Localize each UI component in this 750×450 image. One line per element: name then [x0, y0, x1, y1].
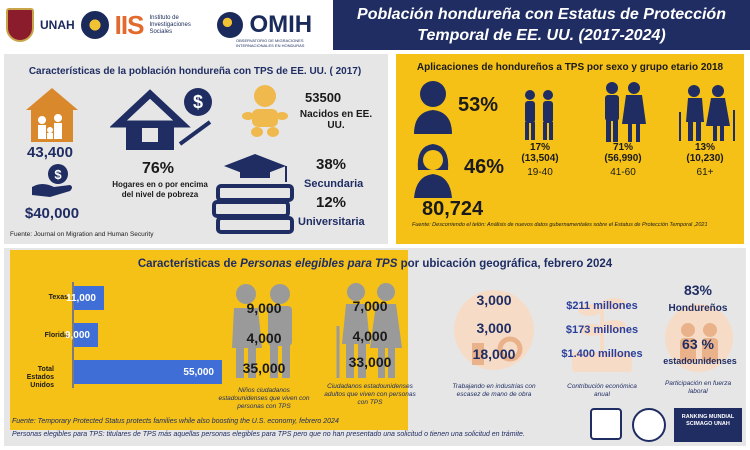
title-line-1: Población hondureña con Estatus de Protección	[357, 6, 726, 23]
section-title-2017: Características de la población hondureña con TPS de EE. UU. ( 2017)	[28, 66, 362, 77]
born-us-text: Nacidos en EE. UU.	[299, 109, 373, 131]
omih-subtitle: OBSERVATORIO DE MIGRACIONES INTERNACIONALES EN HONDURAS	[236, 38, 305, 48]
age-group-61-plus	[670, 142, 740, 178]
bar-label-texas: Texas	[48, 294, 68, 301]
omih-logo-text: OMIH	[249, 11, 313, 38]
scimago-ranking-badge: RANKING MUNDIAL SCIMAGO UNAH	[674, 408, 742, 442]
age-count: (13,504)	[521, 153, 559, 164]
economy-value-2: $173 millones	[565, 324, 639, 336]
title-italic: Personas elegibles para TPS	[240, 258, 398, 270]
labor-caption: Participación en fuerza laboral	[664, 380, 732, 395]
age-range: 61+	[696, 167, 714, 178]
bar-label-total: Total Estados Unidos	[26, 366, 54, 389]
adults-value-2: 4,000	[352, 328, 388, 344]
secondary-label: Secundaria	[304, 178, 364, 190]
bar-value-texas: 11,000	[65, 292, 96, 304]
books-graduation-icon	[210, 150, 300, 240]
labor-label-hondurans: Hondureños	[668, 303, 728, 314]
children-value-1: 9,000	[246, 300, 282, 316]
applications-total: 80,724	[422, 198, 484, 220]
family-house-icon	[22, 84, 82, 144]
bar-label-florida: Florida	[44, 332, 68, 339]
households-value: 43,400	[27, 144, 73, 161]
labor-label-americans: estadounidenses	[663, 356, 737, 366]
age-pct: 71%	[612, 142, 633, 153]
age-count: (10,230)	[686, 153, 724, 164]
economy-caption: Contribución económica anual	[567, 383, 637, 398]
bar-value-total: 55,000	[183, 366, 214, 378]
iis-subtitle: Instituto de Investigaciones Sociales	[149, 14, 191, 35]
ranking-badge-icon	[590, 408, 622, 440]
industries-value-3: 18,000	[472, 346, 516, 362]
source-2024: Fuente: Temporary Protected Status protects families while also boosting the U.S. economy, febrero 2024	[12, 418, 339, 425]
eligible-bar-chart	[14, 280, 224, 390]
bar-total	[74, 360, 222, 384]
age-count: (56,990)	[604, 153, 642, 164]
university-label: Universitaria	[298, 216, 365, 228]
title-line-2: Temporal de EE. UU. (2017-2024)	[417, 27, 666, 44]
industries-value-1: 3,000	[476, 292, 512, 308]
female-icon	[412, 140, 454, 198]
bar-texas	[65, 286, 104, 310]
children-caption: Niños ciudadanos estadounidenses que viven con personas con TPS	[218, 387, 310, 410]
age-group-19-40	[505, 142, 575, 178]
source-2018: Fuente: Descorriendo el telón: Análisis de nuevos datos gubernamentales sobre el Estatus de Protección Temporal ,2021	[412, 222, 708, 228]
title-suffix: por ubicación geográfica, febrero 2024	[397, 258, 613, 270]
age-range: 41-60	[610, 167, 636, 178]
title-prefix: Características de	[137, 258, 241, 270]
poverty-text: Hogares en o por encima del nivel de pobreza	[112, 180, 208, 199]
adults-value-1: 7,000	[352, 298, 388, 314]
bar-value-florida: 9,000	[64, 329, 90, 341]
labor-pct-americans: 63 %	[682, 336, 714, 352]
industries-value-2: 3,000	[476, 320, 512, 336]
university-seal-icon	[81, 11, 109, 39]
middle-aged-icon	[596, 80, 652, 142]
poverty-pct: 76%	[141, 160, 175, 177]
definition-note: Personas elegibles para TPS: titulares de TPS más aquellas personas elegibles para TPS pero que no han presentado una solicitud o tienen una solicitud en trámite.	[12, 431, 525, 438]
university-seal-icon	[632, 408, 666, 442]
male-icon	[412, 78, 454, 134]
page-title	[333, 0, 750, 50]
age-pct: 17%	[529, 142, 550, 153]
bar-florida	[64, 323, 98, 347]
unah-shield-icon	[6, 8, 34, 42]
female-pct: 46%	[464, 156, 505, 178]
adults-value-3: 33,000	[348, 354, 392, 370]
age-range: 19-40	[527, 167, 553, 178]
svg-text:$: $	[54, 167, 62, 182]
unah-logo-text: UNAH	[40, 18, 75, 32]
children-value-2: 4,000	[246, 330, 282, 346]
young-adults-icon	[516, 88, 562, 140]
economy-value-1: $211 millones	[566, 300, 638, 312]
house-growth-icon	[110, 84, 220, 154]
male-pct: 53%	[458, 94, 499, 116]
source-2017: Fuente: Journal on Migration and Human Security	[10, 231, 154, 238]
secondary-pct: 38%	[316, 156, 347, 173]
labor-pct-hondurans: 83%	[683, 282, 713, 298]
globe-icon	[217, 12, 243, 38]
elderly-icon	[676, 84, 736, 142]
section-title-2024	[10, 258, 740, 270]
iis-logo-text: IIS	[114, 9, 144, 40]
children-value-3: 35,000	[242, 360, 286, 376]
svg-text:$: $	[192, 92, 204, 112]
economy-value-3: $1.400 millones	[561, 348, 643, 360]
adults-caption: Ciudadanos estadounidenses adultos que viven con personas con TPS	[324, 383, 416, 406]
section-title-2018: Aplicaciones de hondureños a TPS por sexo y grupo etario 2018	[416, 62, 724, 73]
baby-icon	[240, 82, 290, 138]
age-pct: 13%	[694, 142, 715, 153]
age-group-41-60	[588, 142, 658, 178]
income-value: $40,000	[24, 205, 80, 222]
born-us-count: 53500	[305, 90, 342, 105]
money-hand-icon	[30, 163, 76, 199]
industries-caption: Trabajando en industrias con escasez de mano de obra	[452, 383, 536, 398]
university-pct: 12%	[316, 194, 347, 211]
